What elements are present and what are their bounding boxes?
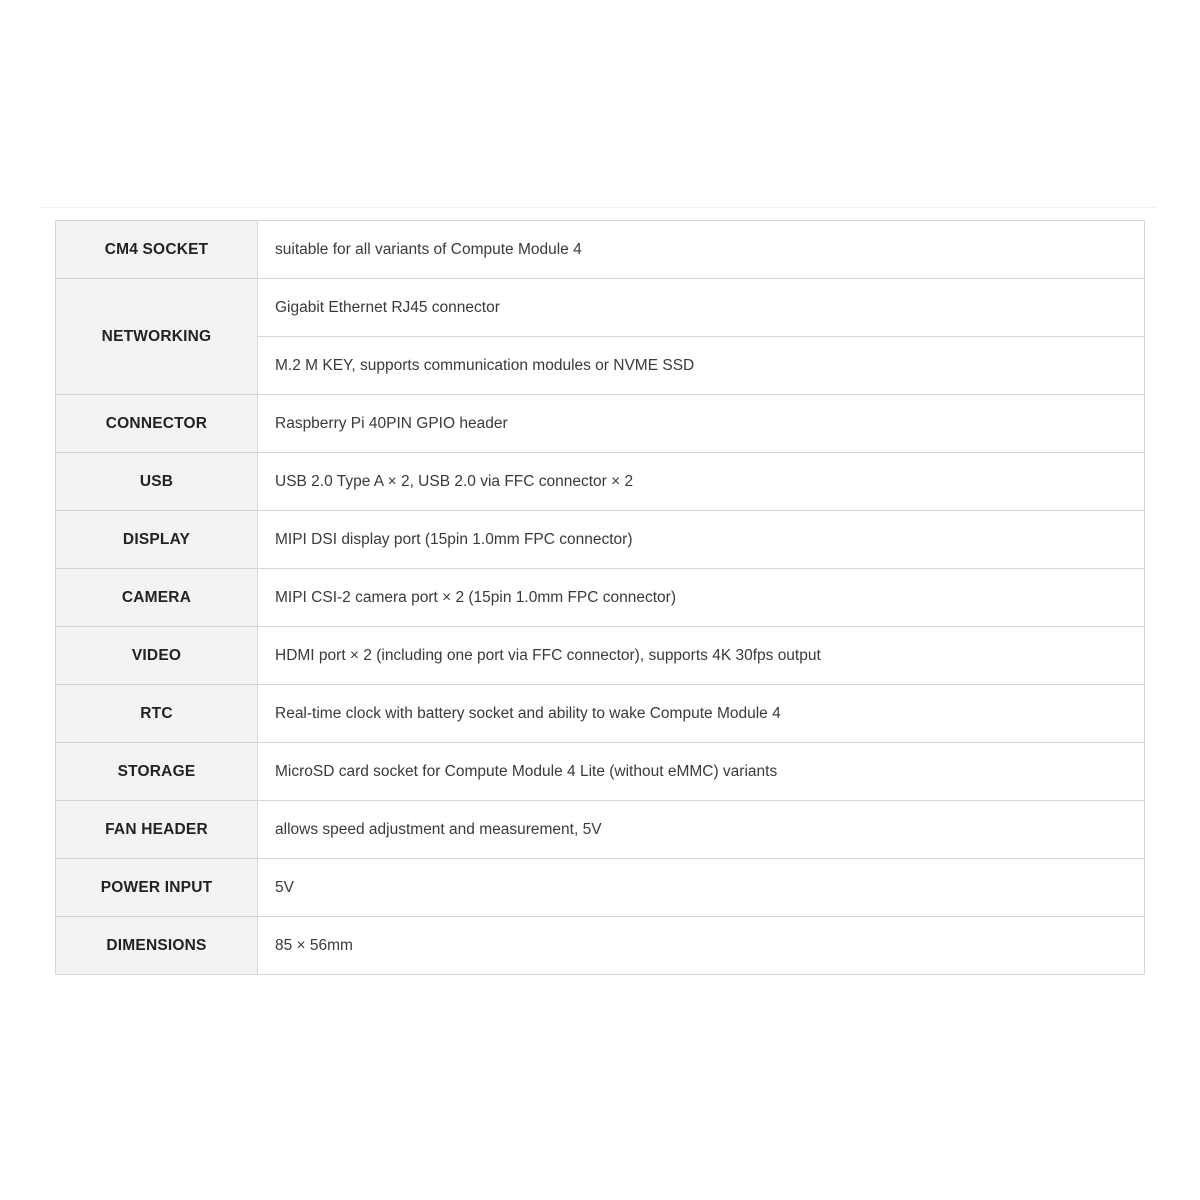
table-row bbox=[56, 221, 1145, 279]
spec-label: CAMERA bbox=[56, 569, 258, 627]
spec-label: POWER INPUT bbox=[56, 859, 258, 917]
spec-value: 5V bbox=[258, 859, 1145, 917]
spec-label: VIDEO bbox=[56, 627, 258, 685]
spec-value: 85 × 56mm bbox=[258, 917, 1145, 975]
table-row bbox=[56, 743, 1145, 801]
table-row bbox=[56, 453, 1145, 511]
spec-label: DIMENSIONS bbox=[56, 917, 258, 975]
spec-value: MIPI CSI-2 camera port × 2 (15pin 1.0mm FPC connector) bbox=[258, 569, 1145, 627]
spec-value: M.2 M KEY, supports communication modules or NVME SSD bbox=[258, 337, 1145, 395]
spec-value: HDMI port × 2 (including one port via FFC connector), supports 4K 30fps output bbox=[258, 627, 1145, 685]
spec-value: allows speed adjustment and measurement, 5V bbox=[258, 801, 1145, 859]
spec-value: Gigabit Ethernet RJ45 connector bbox=[258, 279, 1145, 337]
top-divider bbox=[42, 207, 1156, 208]
table-row bbox=[56, 685, 1145, 743]
spec-label: CONNECTOR bbox=[56, 395, 258, 453]
spec-value: Real-time clock with battery socket and ability to wake Compute Module 4 bbox=[258, 685, 1145, 743]
spec-label: RTC bbox=[56, 685, 258, 743]
table-row bbox=[56, 917, 1145, 975]
spec-label: DISPLAY bbox=[56, 511, 258, 569]
spec-label: CM4 SOCKET bbox=[56, 221, 258, 279]
spec-label: FAN HEADER bbox=[56, 801, 258, 859]
spec-label: STORAGE bbox=[56, 743, 258, 801]
table-row bbox=[56, 279, 1145, 337]
spec-value: suitable for all variants of Compute Module 4 bbox=[258, 221, 1145, 279]
table-row bbox=[56, 395, 1145, 453]
spec-value: MIPI DSI display port (15pin 1.0mm FPC connector) bbox=[258, 511, 1145, 569]
table-row bbox=[56, 511, 1145, 569]
table-row bbox=[56, 801, 1145, 859]
table-row bbox=[56, 859, 1145, 917]
spec-value: MicroSD card socket for Compute Module 4 Lite (without eMMC) variants bbox=[258, 743, 1145, 801]
spec-value: USB 2.0 Type A × 2, USB 2.0 via FFC connector × 2 bbox=[258, 453, 1145, 511]
spec-table bbox=[55, 220, 1145, 975]
spec-label: USB bbox=[56, 453, 258, 511]
table-row bbox=[56, 627, 1145, 685]
spec-value: Raspberry Pi 40PIN GPIO header bbox=[258, 395, 1145, 453]
spec-label: NETWORKING bbox=[56, 279, 258, 395]
table-row bbox=[56, 569, 1145, 627]
